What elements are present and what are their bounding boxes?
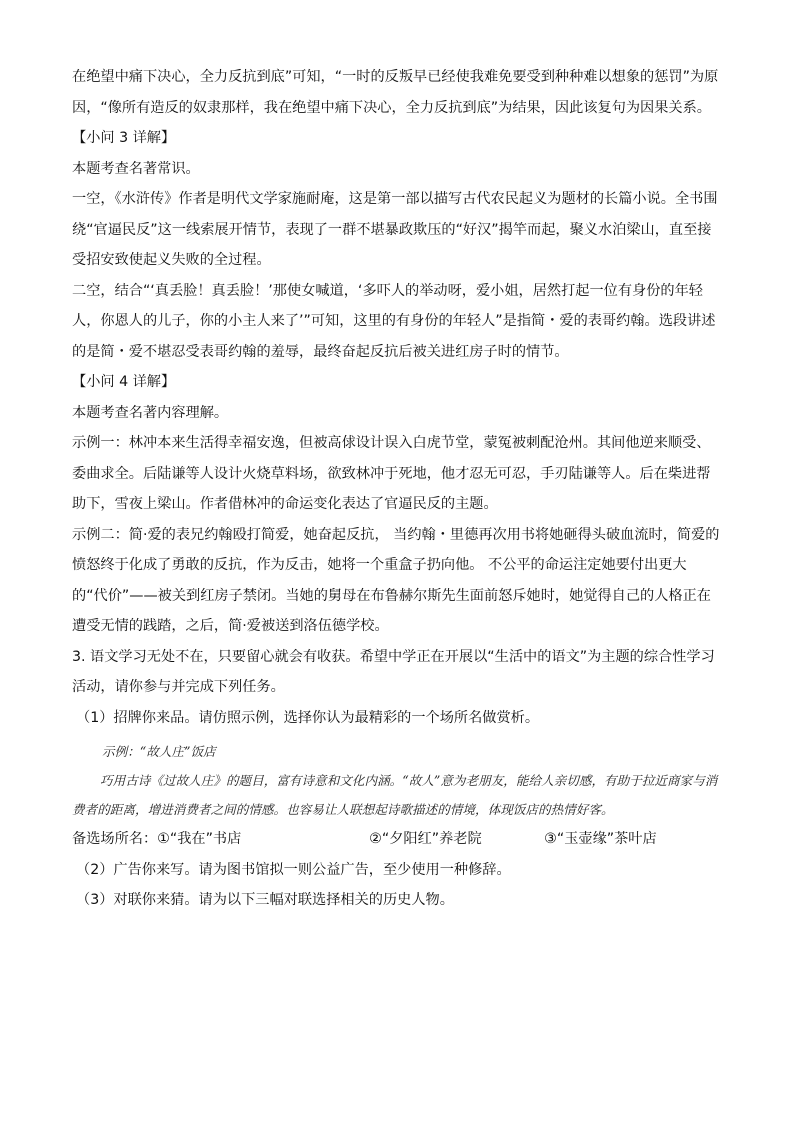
option-label: 备选场所名： — [72, 831, 158, 847]
subquestion-3-topic: 本题考查名著常识。 — [72, 160, 200, 177]
subquestion-4-example-1: 示例一：林冲本来生活得幸福安逸，但被高俅设计误入白虎节堂，蒙冤被刺配沧州。其间他逆来顺受、委曲求全。后陆谦等人设计火烧草料场，欲致林冲于死地，他才忍无可忍，手刃陆谦等人。后在柴进帮助下，雪夜上梁山。作者借林冲的命运变化表达了官逼民反的主题。 — [72, 435, 711, 512]
signboard-example — [72, 737, 722, 824]
question-3-task-2: （2）广告你来写。请为图书馆拟一则公益广告，至少使用一种修辞。 — [76, 861, 511, 878]
subquestion-4-example-2: 示例二：简·爱的表兄约翰殴打简爱，她奋起反抗， 当约翰・里德再次用书将她砸得头破血流时，简爱的愤怒终于化成了勇敢的反抗，作为反击，她将一个重盒子扔向他。 不公平的命运注定她要付出更大的“代价”——被关到红房子禁闭。当她的舅母在布鲁赫尔斯先生面前怒斥她时，她觉得自己的人格正在遭受无情的践踏，之后，简·爱被送到洛伍德学校。 — [72, 526, 720, 634]
example-title: 示例：“故人庄”饭店 — [102, 744, 216, 759]
document-body — [72, 62, 722, 916]
option-item-1: ①“我在”书店 — [157, 831, 242, 847]
subquestion-3-blank-2: 二空，结合“‘真丢脸！真丢脸！’那使女喊道，‘多吓人的举动呀，爱小姐，居然打起一位有身份的年轻人，你恩人的儿子，你的小主人来了’”可知，这里的有身份的年轻人”是指简・爱的表哥约翰。选段讲述的是简・爱不堪忍受表哥约翰的羞辱，最终奋起反抗后被关进红房子时的情节。 — [72, 282, 716, 360]
question-3-intro: 3. 语文学习无处不在，只要留心就会有收获。希望中学正在开展以“生活中的语文”为主题的综合性学习活动，请你参与并完成下列任务。 — [72, 648, 715, 695]
option-list — [72, 824, 722, 855]
option-item-3: ③“玉壶缘”茶叶店 — [544, 831, 657, 847]
option-item-2: ②“夕阳红”养老院 — [369, 831, 482, 847]
question-3-task-1: （1）招牌你来品。请仿照示例，选择你认为最精彩的一个场所名做赏析。 — [76, 709, 540, 726]
subquestion-4-heading: 【小问 4 详解】 — [72, 374, 176, 390]
subquestion-4-topic: 本题考查名著内容理解。 — [72, 404, 229, 421]
example-body: 巧用古诗《过故人庄》的题目，富有诗意和文化内涵。“故人”意为老朋友，能给人亲切感，有助于拉近商家与消费者的距离，增进消费者之间的情感。也容易让人联想起诗歌描述的情境，体现饭店的热情好客。 — [72, 773, 718, 817]
answer-paragraph-continuation: 在绝望中痛下决心，全力反抗到底”可知，“一时的反叛早已经使我难免要受到种种难以想象的惩罚”为原因，“像所有造反的奴隶那样，我在绝望中痛下决心，全力反抗到底”为结果，因此该复句为因果关系。 — [72, 69, 719, 116]
subquestion-3-heading: 【小问 3 详解】 — [72, 130, 176, 146]
question-3-task-3: （3）对联你来猜。请为以下三幅对联选择相关的历史人物。 — [76, 892, 454, 908]
subquestion-3-blank-1: 一空，《水浒传》作者是明代文学家施耐庵，这是第一部以描写古代农民起义为题材的长篇小说。全书围绕“官逼民反”这一线索展开情节，表现了一群不堪暴政欺压的“好汉”揭竿而起，聚义水泊梁山，直至接受招安致使起义失败的全过程。 — [72, 191, 718, 268]
